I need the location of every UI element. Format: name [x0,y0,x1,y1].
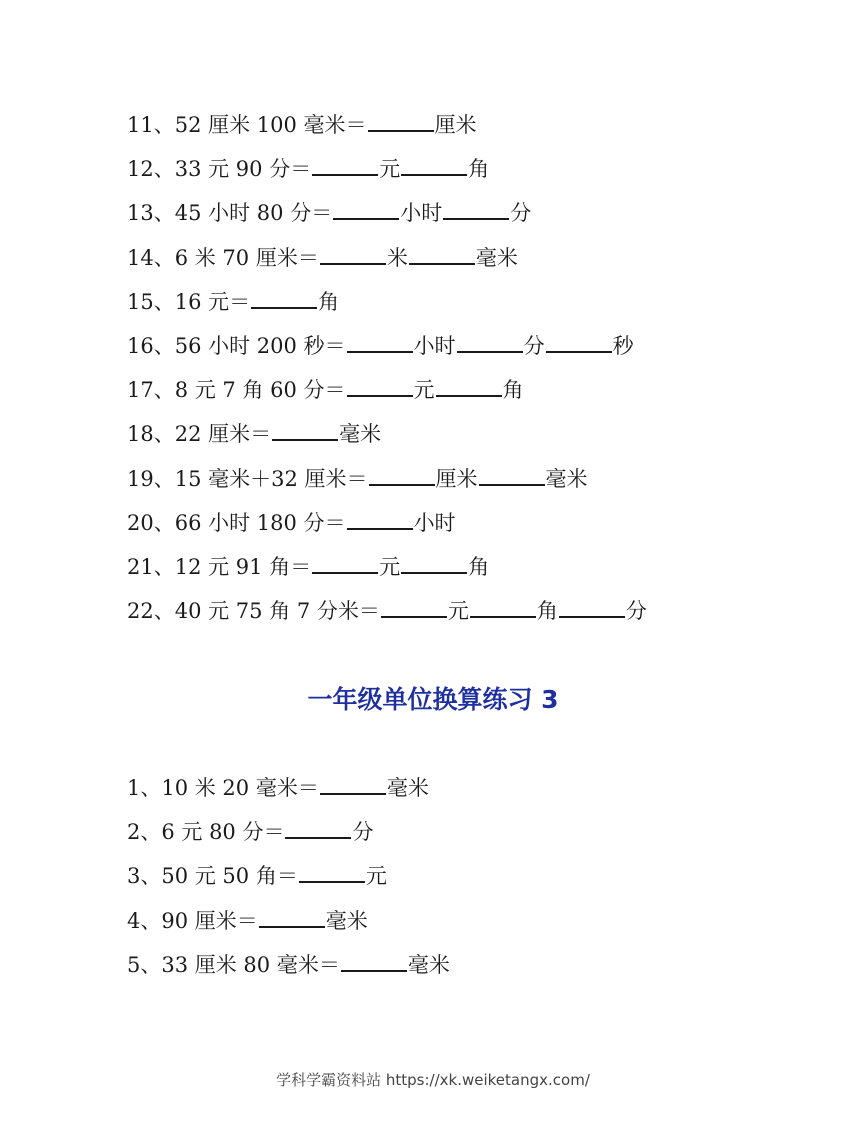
footer-watermark: 学科学霸资料站 https://xk.weiketangx.com/ [276,1071,590,1089]
question-list-section1 [127,108,647,638]
answer-blank[interactable] [401,552,467,574]
question-prompt: 14、6 米 70 厘米＝ [127,245,319,270]
unit-label: 元 [447,599,469,624]
question-item [127,241,647,285]
answer-blank[interactable] [299,861,365,883]
question-item [127,859,450,903]
answer-blank[interactable] [333,198,399,220]
answer-blank[interactable] [559,596,625,618]
unit-label: 元 [413,378,435,403]
answer-blank[interactable] [381,596,447,618]
unit-label: 元 [379,157,401,182]
answer-blank[interactable] [436,375,502,397]
unit-label: 厘米 [435,466,478,491]
question-prompt: 11、52 厘米 100 毫米＝ [127,113,367,137]
unit-label: 元 [379,554,401,579]
question-prompt: 18、22 厘米＝ [127,422,272,447]
question-item [127,108,647,152]
answer-blank[interactable] [369,464,435,486]
answer-blank[interactable] [470,596,536,618]
unit-label: 角 [318,289,340,314]
unit-label: 分 [352,820,374,845]
unit-label: 角 [536,599,558,624]
section-title: 一年级单位换算练习 3 [307,685,559,714]
answer-blank[interactable] [341,950,407,972]
unit-label: 小时 [400,201,443,226]
unit-label: 秒 [612,333,634,358]
question-item [127,329,647,373]
unit-label: 分 [625,599,647,624]
question-prompt: 2、6 元 80 分＝ [127,820,285,845]
question-item [127,904,450,948]
unit-label: 毫米 [475,245,518,270]
unit-label: 分 [523,333,545,358]
answer-blank[interactable] [347,331,413,353]
unit-label: 角 [468,554,490,579]
answer-blank[interactable] [546,331,612,353]
question-list-section2 [127,771,450,992]
answer-blank[interactable] [347,375,413,397]
unit-label: 小时 [413,333,456,358]
answer-blank[interactable] [457,331,523,353]
question-prompt: 19、15 毫米＋32 厘米＝ [127,466,368,491]
question-prompt: 4、90 厘米＝ [127,908,258,933]
question-prompt: 12、33 元 90 分＝ [127,157,312,182]
unit-label: 毫米 [386,776,429,800]
unit-label: 分 [510,201,532,226]
answer-blank[interactable] [409,243,475,265]
unit-label: 元 [365,864,387,889]
answer-blank[interactable] [251,287,317,309]
unit-label: 毫米 [325,908,368,933]
answer-blank[interactable] [443,198,509,220]
answer-blank[interactable] [479,464,545,486]
answer-blank[interactable] [368,110,434,132]
question-item [127,771,450,815]
question-prompt: 16、56 小时 200 秒＝ [127,333,346,358]
question-item [127,594,647,638]
answer-blank[interactable] [320,773,386,795]
question-item [127,506,647,550]
question-prompt: 3、50 元 50 角＝ [127,864,298,889]
question-prompt: 20、66 小时 180 分＝ [127,510,346,535]
question-item [127,373,647,417]
unit-label: 毫米 [545,466,588,491]
answer-blank[interactable] [401,154,467,176]
question-prompt: 5、33 厘米 80 毫米＝ [127,952,340,977]
unit-label: 小时 [413,510,456,535]
question-item [127,550,647,594]
question-prompt: 13、45 小时 80 分＝ [127,201,333,226]
question-prompt: 21、12 元 91 角＝ [127,554,312,579]
question-prompt: 17、8 元 7 角 60 分＝ [127,378,346,403]
question-item [127,948,450,992]
unit-label: 米 [386,245,408,270]
question-item [127,417,647,461]
answer-blank[interactable] [312,552,378,574]
question-item [127,196,647,240]
answer-blank[interactable] [259,906,325,928]
answer-blank[interactable] [320,243,386,265]
question-prompt: 1、10 米 20 毫米＝ [127,776,319,800]
answer-blank[interactable] [347,508,413,530]
question-item [127,285,647,329]
answer-blank[interactable] [272,419,338,441]
unit-label: 角 [468,157,490,182]
question-item [127,152,647,196]
unit-label: 毫米 [407,952,450,977]
answer-blank[interactable] [285,817,351,839]
unit-label: 毫米 [339,422,382,447]
question-item [127,815,450,859]
answer-blank[interactable] [312,154,378,176]
question-prompt: 15、16 元＝ [127,289,251,314]
unit-label: 角 [502,378,524,403]
question-prompt: 22、40 元 75 角 7 分米＝ [127,599,380,624]
unit-label: 厘米 [434,113,477,137]
question-item [127,462,647,506]
